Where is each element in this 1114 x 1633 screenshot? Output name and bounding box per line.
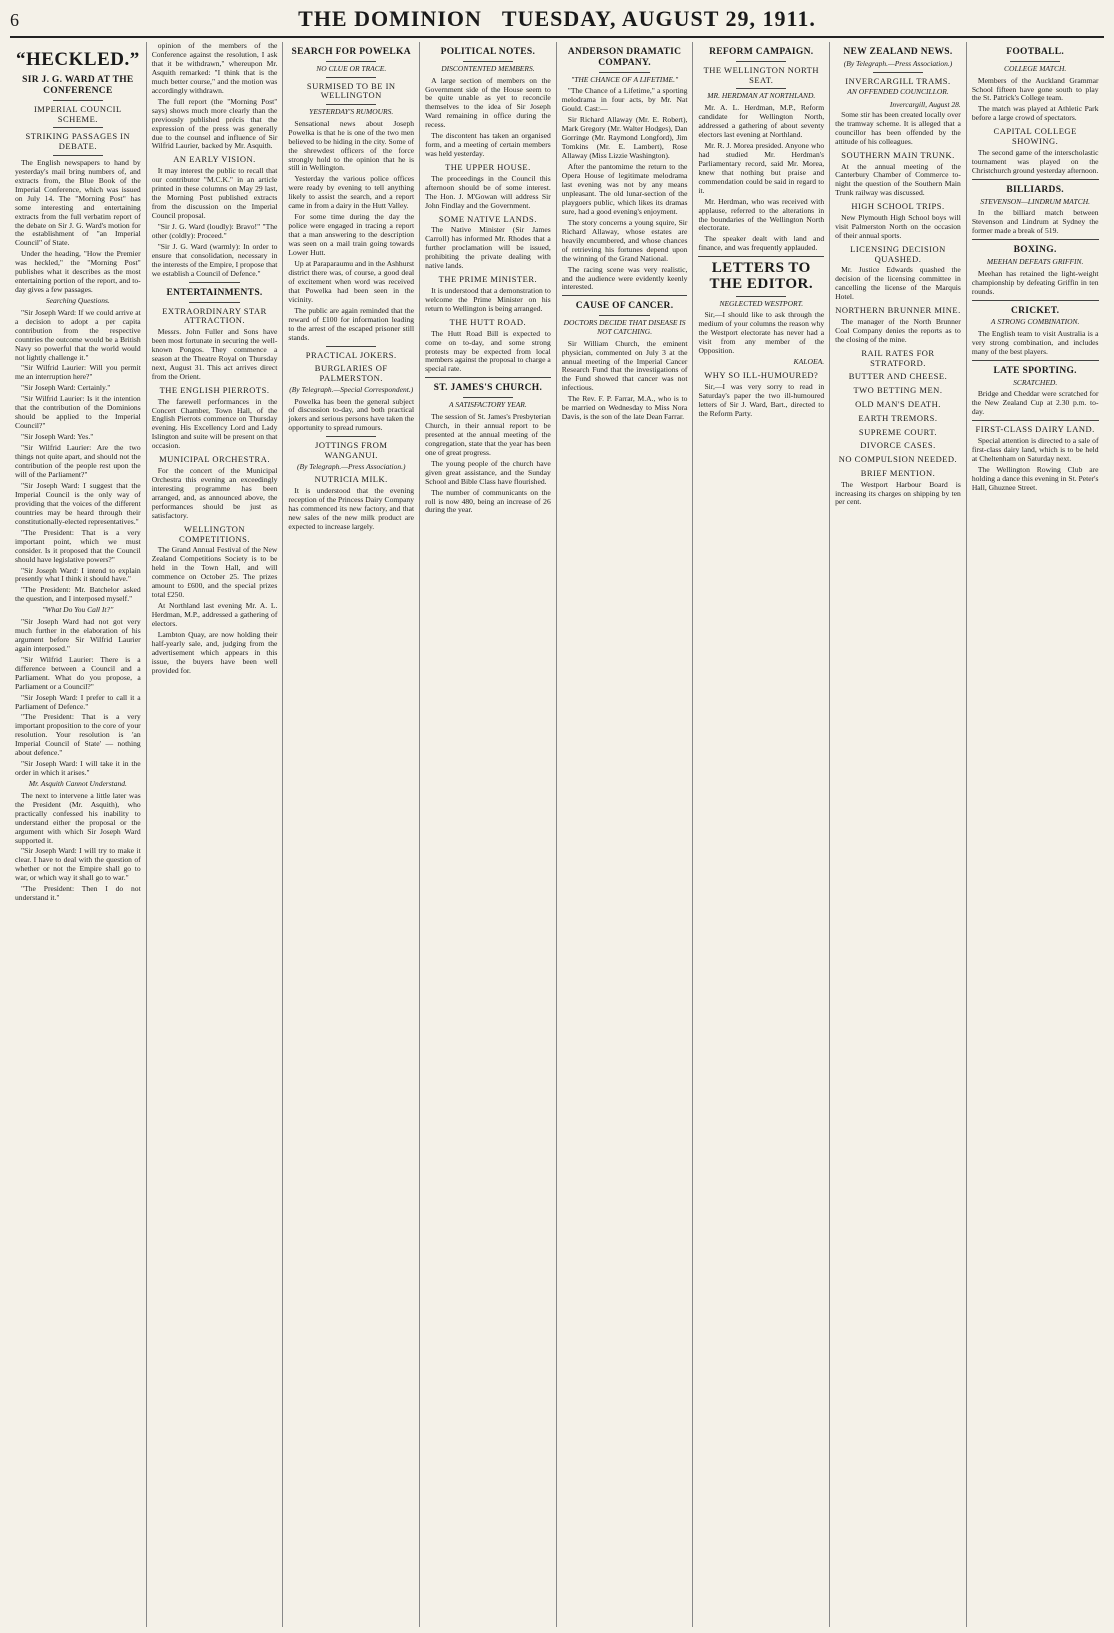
- column-1: [10, 42, 147, 1627]
- paragraph: The discontent has taken an organised form, and a meeting of certain members was held yesterday.: [425, 131, 551, 159]
- paragraph: The English team to visit Australia is a very strong combination, and includes many of the best players.: [971, 329, 1099, 356]
- headline: “HECKLED.”: [15, 49, 140, 70]
- subhead: DOCTORS DECIDE THAT DISEASE IS NOT CATCHING.: [563, 318, 686, 336]
- section-heading: LETTERS TO THE EDITOR.: [709, 260, 814, 293]
- paragraph: Powelka has been the general subject of discussion to-day, and both practical jokers and serious persons have taken the opportunity to spread rumours.: [288, 396, 415, 433]
- section-heading: INVERCARGILL TRAMS.: [845, 75, 951, 86]
- section-heading: SOUTHERN MAIN TRUNK.: [841, 149, 955, 160]
- paragraph: opinion of the members of the Conference against the resolution, I ask that it be withdrawn," whereupon Mr. Asquith remarked: "I think that is the much better course," and the motion was accordingly withdrawn.: [151, 42, 278, 95]
- paragraph: It may interest the public to recall that our contributor "M.C.K." in an article printed in these columns on May 29 last, the Morning Post published extracts from the discussion on the Imperial Council proposal.: [151, 166, 278, 220]
- section-heading: SOME NATIVE LANDS.: [438, 213, 537, 224]
- paragraph: It is understood that the evening reception of the Princess Dairy Company has commenced its new factory, and that new sales of the new milk product are expected to increase largely.: [288, 486, 415, 532]
- paragraph: The number of communicants on the roll is now 480, being an increase of 26 during the year.: [425, 487, 551, 515]
- paragraph: The story concerns a young squire, Sir Richard Allaway, whose estates are heavily encumbered, and whose chances of retrieving his fortunes depend upon the winning of the Grand National.: [561, 217, 688, 263]
- paragraph: The racing scene was very realistic, and the audience were evidently keenly interested.: [561, 264, 688, 292]
- section-heading: POLITICAL NOTES.: [440, 47, 536, 57]
- paragraph: The Wellington Rowing Club are holding a dance this evening in St. Peter's Hall, Ghuznee Street.: [971, 464, 1099, 492]
- paragraph: The Rev. F. P. Farrar, M.A., who is to be married on Wednesday to Miss Nora Davis, is the son of the late Dean Farrar.: [561, 394, 688, 422]
- section-heading: BOXING.: [1013, 245, 1057, 256]
- section-heading: LATE SPORTING.: [993, 365, 1077, 376]
- subhead: STEVENSON—LINDRUM MATCH.: [980, 196, 1091, 206]
- paragraph: Yesterday the various police offices were ready by evening to tell anything likely to assist the search, and a report came in from a dairy in the Hutt Valley.: [288, 174, 415, 211]
- paragraph: Mr. Herdman, who was received with applause, referred to the alterations in the boundaries of the Wellington North electorate.: [698, 196, 825, 233]
- section-heading: EXTRAORDINARY STAR ATTRACTION.: [162, 305, 267, 326]
- section-heading: FIRST-CLASS DAIRY LAND.: [975, 424, 1095, 435]
- paragraph: Sensational news about Joseph Powelka is that he is one of the two men believed to be hiding in the city. Some of the shrewdest officers of the force strongly hold to the opinion that he is still in Wellington.: [288, 118, 415, 173]
- section-heading: OLD MAN'S DEATH.: [855, 398, 941, 409]
- column-6: [693, 42, 830, 1627]
- paragraph: The English newspapers to hand by yesterday's mail bring numbers of, and extracts from, the Blue Book of the Imperial Conference, which was issued on July 14. The "Morning Post" has some interesting and entertaining extracts from the full verbatim report of the debate on Sir J. G. Ward's motion for the establishment of "an Imperial Council" of State.: [15, 157, 141, 248]
- paragraph: The second game of the interscholastic tournament was played on the Christchurch ground yesterday afternoon.: [971, 147, 1099, 175]
- paragraph: For some time during the day the police were engaged in tracing a report that a man answering to the description was seen on a mail train going towards Lower Hutt.: [288, 212, 415, 258]
- section-heading: JOTTINGS FROM WANGANUI.: [315, 440, 388, 461]
- section-heading: ENTERTAINMENTS.: [166, 287, 263, 298]
- section-heading: SEARCH FOR POWELKA: [291, 47, 411, 57]
- deck: SIR J. G. WARD AT THE CONFERENCE: [22, 74, 134, 96]
- section-heading: ANDERSON DRAMATIC COMPANY.: [567, 47, 682, 68]
- paragraph: Some stir has been created locally over the tramway scheme. It is alleged that a councillor has been offended by the attitude of his colleagues.: [835, 109, 961, 146]
- section-heading: NO COMPULSION NEEDED.: [838, 454, 958, 465]
- column-7: [830, 42, 967, 1627]
- dateline: Invercargill, August 28.: [889, 99, 961, 109]
- paragraph: After the pantomime the return to the Opera House of legitimate melodrama last evening was not by any means unpleasant. The old lunar-section of the playgoers public, which likes its dramas sure, had a good evening's enjoyment.: [561, 162, 688, 216]
- paragraph: "Sir Joseph Ward: I intend to explain presently what I think it should have.": [15, 565, 141, 584]
- paragraph: "Sir Joseph Ward had not got very much further in the elaboration of his argument before Sir Wilfrid Laurier again interposed.": [15, 616, 141, 653]
- subhead: A STRONG COMBINATION.: [990, 317, 1080, 327]
- paragraph: The match was played at Athletic Park before a large crowd of spectators.: [971, 104, 1099, 123]
- paragraph: Sir,—I was very sorry to read in Saturday's paper the two ill-humoured letters of Sir J. Ward, Bart., directed to the Reform Party.: [698, 381, 825, 418]
- subhead: COLLEGE MATCH.: [1004, 63, 1067, 73]
- subhead: DISCONTENTED MEMBERS.: [441, 63, 535, 73]
- section-heading: NEW ZEALAND NEWS.: [843, 47, 953, 57]
- section-heading: HIGH SCHOOL TRIPS.: [851, 201, 945, 212]
- section-heading: TWO BETTING MEN.: [853, 385, 943, 396]
- section-heading: BILLIARDS.: [1006, 184, 1064, 195]
- paragraph: Messrs. John Fuller and Sons have been most fortunate in securing the well-known Pongos. They commence a season at the Theatre Royal on Thursday next, August 31. This act arrives direct from the Orient.: [151, 327, 278, 381]
- subhead: "THE CHANCE OF A LIFETIME.": [571, 74, 679, 84]
- section-heading: FOOTBALL.: [1006, 47, 1065, 57]
- section-heading: NUTRICIA MILK.: [314, 474, 388, 485]
- paragraph: "Sir Joseph Ward: I prefer to call it a Parliament of Defence.": [15, 692, 141, 711]
- column-8: [967, 42, 1104, 1627]
- paragraph: Mr. Justice Edwards quashed the decision of the licensing committee in cancelling the license of the Marquis Hotel.: [835, 265, 961, 302]
- deck: IMPERIAL COUNCIL SCHEME.: [33, 103, 122, 124]
- paragraph: "Sir Wilfrid Laurier: Is it the intention that the contribution of the Dominions should be applied to the Imperial Council?": [15, 394, 141, 431]
- paragraph: Sir William Church, the eminent physician, commented on July 3 at the annual meeting of the Imperial Cancer Research Fund that the investigations of the Fund showed that cancer was not infectious.: [561, 338, 688, 393]
- subhead: AN OFFENDED COUNCILLOR.: [847, 87, 949, 97]
- page-number: 6: [10, 10, 19, 30]
- column-4: [420, 42, 557, 1627]
- paragraph: "The President: Then I do not understand it.": [15, 884, 141, 903]
- subhead: SCRATCHED.: [1013, 377, 1058, 387]
- section-heading: REFORM CAMPAIGN.: [709, 47, 814, 57]
- paragraph: A large section of members on the Government side of the House seem to be quite unable as yet to reconcile themselves to the idea of Sir Joseph Ward remaining in office during the recess.: [425, 75, 551, 130]
- section-heading: DIVORCE CASES.: [860, 440, 936, 451]
- columns: [10, 42, 1104, 1627]
- paragraph: The proceedings in the Council this afternoon should be of some interest. The Hon. J. M'Gowan will address Sir John Findlay and the Government.: [425, 173, 551, 210]
- subhead: MR. HERDMAN AT NORTHLAND.: [707, 91, 816, 101]
- paragraph: At the annual meeting of the Canterbury Chamber of Commerce to-night the question of the Southern Main Trunk railway was discussed.: [835, 161, 961, 198]
- paragraph: "Sir J. G. Ward (warmly): In order to ensure that consolidation, necessary in the interests of the Empire, I propose that we establish a Council of Defence.": [151, 241, 278, 278]
- section-heading: RAIL RATES FOR STRATFORD.: [861, 347, 935, 368]
- subhead: YESTERDAY'S RUMOURS.: [309, 107, 394, 117]
- subhead: NEGLECTED WESTPORT.: [719, 298, 804, 308]
- paragraph: Bridge and Cheddar were scratched for the New Zealand Cup at 2.30 p.m. to-day.: [971, 389, 1099, 417]
- subhead: Searching Questions.: [45, 296, 110, 306]
- paragraph: "Sir J. G. Ward (loudly): Bravo!" "The other (coldly): Proceed.": [151, 221, 278, 240]
- paragraph: The manager of the North Brunner Coal Company denies the reports as to the closing of the mine.: [835, 317, 961, 344]
- paragraph: It is understood that a demonstration to welcome the Prime Minister on his return to Wellington is being arranged.: [425, 286, 551, 313]
- paper-name: THE DOMINION: [298, 6, 482, 31]
- section-heading: THE WELLINGTON NORTH SEAT.: [703, 64, 819, 85]
- paragraph: The public are again reminded that the reward of £100 for information leading to the arrest of the escaped prisoner still stands.: [288, 305, 415, 342]
- paragraph: "Sir Joseph Ward: Yes.": [21, 432, 94, 442]
- paragraph: "The President: Mr. Batchelor asked the question, and I interposed myself.": [15, 585, 141, 604]
- paragraph: The speaker dealt with land and finance, and was frequently applauded.: [698, 234, 825, 253]
- paragraph: "Sir Wilfrid Laurier: There is a difference between a Council and a Parliament. What do you propose, a Parliament or a Council?": [15, 654, 141, 691]
- masthead: [10, 6, 1104, 38]
- paragraph: At Northland last evening Mr. A. L. Herdman, M.P., addressed a gathering of electors.: [151, 601, 278, 628]
- masthead-title: [50, 6, 1064, 32]
- paragraph: The full report (the "Morning Post" says) shows much more clearly than the previously published précis that the expression of the press was generally due to the counsel and influence of Sir Wilfrid Laurier, backed by Mr. Asquith.: [151, 96, 278, 151]
- paragraph: The Hutt Road Bill is expected to come on to-day, and some strong protests may be expected from local members against the proposal to charge a special rate.: [425, 328, 551, 374]
- paragraph: "Sir Joseph Ward: I will try to make it clear. I have to deal with the question of whether or not the Empire shall go to war, or which way it shall go to war.": [15, 846, 141, 883]
- section-heading: BRIEF MENTION.: [860, 467, 936, 478]
- subhead: A SATISFACTORY YEAR.: [449, 400, 527, 410]
- paragraph: New Plymouth High School boys will visit Palmerston North on the occasion of their annual sports.: [835, 213, 961, 240]
- column-3: [283, 42, 420, 1627]
- section-heading: AN EARLY VISION.: [173, 154, 256, 165]
- section-heading: EARTH TREMORS.: [858, 412, 938, 423]
- paragraph: Under the heading, "How the Premier was heckled," the "Morning Post" publishes what it describes as the most entertaining portion of the report, and to-day gives a few passages.: [15, 249, 141, 295]
- paragraph: Meehan has retained the light-weight championship by defeating Griffin in ten rounds.: [971, 268, 1099, 296]
- section-heading: CAPITAL COLLEGE SHOWING.: [993, 126, 1077, 147]
- paragraph: "Sir Wilfrid Laurier: Will you permit me an interruption here?": [15, 363, 141, 382]
- paragraph: In the billiard match between Stevenson and Lindrum at Sydney the former made a break of 519.: [971, 208, 1099, 236]
- subhead: (By Telegraph.—Special Correspondent.): [289, 384, 414, 394]
- paragraph: "Sir Joseph Ward: I suggest that the Imperial Council is the only way of providing that the voices of the different countries may be heard through their constitutionally-elected representatives.": [15, 480, 141, 526]
- paragraph: The session of St. James's Presbyterian Church, in their annual report to be presented at the annual meeting of the congregation, state that the year has been one of great progress.: [425, 411, 551, 457]
- section-heading: CAUSE OF CANCER.: [575, 301, 674, 312]
- subhead: NO CLUE OR TRACE.: [316, 63, 387, 73]
- section-heading: NORTHERN BRUNNER MINE.: [835, 305, 961, 316]
- paragraph: Special attention is directed to a sale of first-class dairy land, which is to be held at Cheltenham on Saturday next.: [971, 436, 1099, 463]
- column-5: [557, 42, 694, 1627]
- paragraph: For the concert of the Municipal Orchestra this evening an exceedingly interesting programme has been arranged, and, as announced above, the performances should be just as satisfactory.: [151, 466, 278, 520]
- signature: KALOEA.: [793, 357, 825, 367]
- paragraph: The Native Minister (Sir James Carroll) has informed Mr. Rhodes that a further proclamation will be issued, prohibiting the private dealing with native lands.: [425, 225, 551, 271]
- section-heading: MUNICIPAL ORCHESTRA.: [159, 454, 270, 465]
- paragraph: "The President: That is a very important proposition to the core of your resolution. Your resolution is 'an Imperial Council of State' — nothing about defence.": [15, 712, 141, 758]
- section-heading: ST. JAMES'S CHURCH.: [433, 383, 543, 394]
- paragraph: The Westport Harbour Board is increasing its charges on shipping by ten per cent.: [835, 479, 961, 507]
- paragraph: "Sir Joseph Ward: I will take it in the order in which it arises.": [15, 759, 141, 778]
- section-heading: SURMISED TO BE IN WELLINGTON: [306, 80, 396, 101]
- subhead: Mr. Asquith Cannot Understand.: [28, 779, 127, 789]
- paragraph: Lambton Quay, are now holding their half-yearly sale, and, judging from the advertisement which appears in this issue, the buyers have been well provided for.: [151, 629, 278, 675]
- paragraph: The Grand Annual Festival of the New Zealand Competitions Society is to be held in the Town Hall, and will commence on October 25. The prizes amount to £600, and the special prizes total £250.: [151, 545, 278, 600]
- paragraph: The next to intervene a little later was the President (Mr. Asquith), who practically confessed his inability to understand either the proposal or the argument with which Sir Joseph Ward supported it.: [15, 790, 141, 845]
- subhead: MEEHAN DEFEATS GRIFFIN.: [986, 257, 1084, 267]
- paragraph: Mr. A. L. Herdman, M.P., Reform candidate for Wellington North, addressed a gathering of about seventy electors last evening at Northland.: [698, 103, 825, 139]
- section-heading: LICENSING DECISION QUASHED.: [850, 243, 946, 264]
- paragraph: The farewell performances in the Concert Chamber, Town Hall, of the English Pierrots commence on Thursday evening. His Excellency Lord and Lady Islington and suite will be present on that occasion.: [151, 396, 278, 451]
- deck: STRIKING PASSAGES IN DEBATE.: [25, 131, 131, 152]
- section-heading: THE HUTT ROAD.: [449, 316, 527, 327]
- section-heading: WELLINGTON COMPETITIONS.: [179, 523, 251, 544]
- paragraph: Sir Richard Allaway (Mr. E. Robert), Mark Gregory (Mr. Walter Hodges), Dan Gorringe (Mr. Raymond Longford), Jim Tomkins (Mr. E. Lambert), Rose Allaway (Miss Lizzie Washington).: [561, 115, 688, 161]
- paragraph: "Sir Wilfrid Laurier: Are the two things not quite apart, and should not the contribution of the people rest upon the will of the Parliament?": [15, 443, 141, 479]
- section-heading: THE PRIME MINISTER.: [438, 274, 538, 285]
- section-heading: BUTTER AND CHEESE.: [848, 371, 948, 382]
- section-heading: BURGLARIES OF PALMERSTON.: [314, 363, 388, 384]
- section-heading: PRACTICAL JOKERS.: [305, 349, 397, 360]
- section-heading: WHY SO ILL-HUMOURED?: [704, 370, 819, 381]
- paragraph: "Sir Joseph Ward: If we could arrive at a decision to adopt a per capita contribution from the respective countries the outcome would be a British Navy so powerful that the world would not lightly challenge it.": [15, 307, 141, 362]
- paragraph: Up at Paraparaumu and in the Ashhurst district there was, of course, a good deal of excitement when word was received that Powelka had been seen in the vicinity.: [288, 259, 415, 304]
- paragraph: The young people of the church have given great assistance, and the Sunday School and Bible Class have flourished.: [425, 458, 551, 486]
- section-heading: THE ENGLISH PIERROTS.: [159, 384, 270, 395]
- paragraph: "Sir Joseph Ward: Certainly.": [21, 383, 111, 393]
- paragraph: "The Chance of a Lifetime," a sporting melodrama in four acts, by Mr. Nat Gould. Cast:—: [561, 86, 688, 114]
- section-heading: THE UPPER HOUSE.: [445, 162, 531, 173]
- section-heading: SUPREME COURT.: [858, 426, 938, 437]
- column-2: [147, 42, 284, 1627]
- subhead: (By Telegraph.—Press Association.): [843, 58, 953, 68]
- subhead: "What Do You Call It?": [42, 605, 114, 615]
- paragraph: Members of the Auckland Grammar School fifteen have gone south to play the St. Patrick's College team.: [971, 75, 1099, 103]
- paragraph: Sir,—I should like to ask through the medium of your columns the reason why the Westport electorate has never had a visit from any member of the Opposition.: [698, 310, 825, 356]
- section-heading: CRICKET.: [1010, 305, 1060, 316]
- subhead: (By Telegraph.—Press Association.): [296, 461, 406, 471]
- paragraph: Mr. R. J. Morea presided. Anyone who had studied Mr. Herdman's Parliamentary record, said Mr. Morea, knew that nothing but praise and commendation could be said in regard to it.: [698, 140, 825, 195]
- paragraph: "The President: That is a very important point, which we must consider. Is it proposed that the Council should have legislative powers?": [15, 527, 141, 564]
- issue-date: TUESDAY, AUGUST 29, 1911.: [501, 6, 816, 31]
